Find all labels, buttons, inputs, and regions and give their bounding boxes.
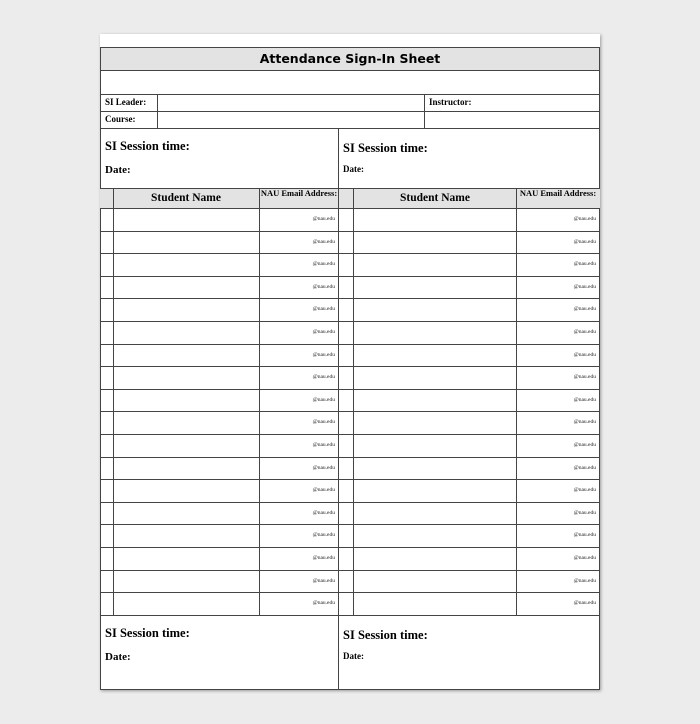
right-email-cell[interactable]: @nau.edu bbox=[573, 487, 596, 494]
divider bbox=[100, 615, 600, 616]
left-student-name-cell[interactable] bbox=[114, 298, 259, 321]
instructor-field[interactable] bbox=[490, 95, 599, 111]
right-student-name-cell[interactable] bbox=[354, 524, 516, 547]
left-email-cell[interactable]: @nau.edu bbox=[312, 306, 335, 313]
right-email-cell[interactable]: @nau.edu bbox=[573, 577, 596, 584]
right-student-name-cell[interactable] bbox=[354, 592, 516, 615]
left-email-cell[interactable]: @nau.edu bbox=[312, 487, 335, 494]
right-student-name-cell[interactable] bbox=[354, 366, 516, 389]
left-email-cell[interactable]: @nau.edu bbox=[312, 464, 335, 471]
right-email-cell[interactable]: @nau.edu bbox=[573, 396, 596, 403]
bottom-left-session-label: SI Session time: bbox=[105, 626, 190, 640]
left-student-name-cell[interactable] bbox=[114, 366, 259, 389]
frame-left bbox=[100, 47, 101, 690]
left-email-cell[interactable]: @nau.edu bbox=[312, 216, 335, 222]
left-email-cell[interactable]: @nau.edu bbox=[312, 238, 335, 245]
left-email-cell[interactable]: @nau.edu bbox=[312, 555, 335, 561]
right-email-header: NAU Email Address: bbox=[519, 188, 597, 198]
right-email-cell[interactable]: @nau.edu bbox=[573, 555, 596, 561]
right-student-name-cell[interactable] bbox=[354, 411, 516, 434]
right-student-name-cell[interactable] bbox=[354, 344, 516, 367]
divider bbox=[338, 188, 339, 616]
right-email-cell[interactable]: @nau.edu bbox=[573, 216, 596, 222]
left-student-name-cell[interactable] bbox=[114, 208, 259, 231]
bottom-right-date-label: Date: bbox=[343, 651, 364, 661]
si-leader-field[interactable] bbox=[158, 95, 424, 111]
course-label: Course: bbox=[105, 114, 136, 124]
left-email-cell[interactable]: @nau.edu bbox=[312, 396, 335, 403]
left-student-name-cell[interactable] bbox=[114, 547, 259, 570]
right-student-name-cell[interactable] bbox=[354, 253, 516, 276]
left-email-cell[interactable]: @nau.edu bbox=[312, 442, 335, 448]
divider bbox=[100, 128, 600, 129]
left-email-cell[interactable]: @nau.edu bbox=[312, 261, 335, 268]
frame-right bbox=[599, 47, 600, 690]
left-student-name-cell[interactable] bbox=[114, 434, 259, 457]
right-email-cell[interactable]: @nau.edu bbox=[573, 351, 596, 358]
top-left-date-label: Date: bbox=[105, 164, 131, 176]
top-right-date-label: Date: bbox=[343, 164, 364, 174]
right-student-name-cell[interactable] bbox=[354, 321, 516, 344]
left-student-name-cell[interactable] bbox=[114, 457, 259, 480]
right-student-name-cell[interactable] bbox=[354, 208, 516, 231]
right-student-name-cell[interactable] bbox=[354, 231, 516, 254]
right-email-cell[interactable]: @nau.edu bbox=[573, 261, 596, 268]
right-student-name-cell[interactable] bbox=[354, 547, 516, 570]
right-email-cell[interactable]: @nau.edu bbox=[573, 532, 596, 539]
right-student-name-cell[interactable] bbox=[354, 298, 516, 321]
left-email-cell[interactable]: @nau.edu bbox=[312, 351, 335, 358]
left-student-name-cell[interactable] bbox=[114, 321, 259, 344]
left-student-name-cell[interactable] bbox=[114, 276, 259, 299]
left-student-name-cell[interactable] bbox=[114, 570, 259, 593]
right-email-cell[interactable]: @nau.edu bbox=[573, 374, 596, 381]
left-student-name-cell[interactable] bbox=[114, 502, 259, 525]
left-email-cell[interactable]: @nau.edu bbox=[312, 509, 335, 516]
right-email-cell[interactable]: @nau.edu bbox=[573, 419, 596, 426]
left-student-name-cell[interactable] bbox=[114, 231, 259, 254]
right-email-cell[interactable]: @nau.edu bbox=[573, 442, 596, 448]
left-email-cell[interactable]: @nau.edu bbox=[312, 600, 335, 607]
divider bbox=[338, 128, 339, 188]
left-email-cell[interactable]: @nau.edu bbox=[312, 283, 335, 290]
right-email-cell[interactable]: @nau.edu bbox=[573, 329, 596, 335]
left-email-cell[interactable]: @nau.edu bbox=[312, 419, 335, 426]
right-email-cell[interactable]: @nau.edu bbox=[573, 464, 596, 471]
bottom-right-session-label: SI Session time: bbox=[343, 628, 428, 642]
right-email-cell[interactable]: @nau.edu bbox=[573, 238, 596, 245]
left-student-name-cell[interactable] bbox=[114, 592, 259, 615]
divider bbox=[338, 615, 339, 690]
right-email-cell[interactable]: @nau.edu bbox=[573, 509, 596, 516]
si-leader-label: SI Leader: bbox=[105, 97, 147, 107]
sheet-title: Attendance Sign-In Sheet bbox=[259, 51, 441, 66]
right-student-name-cell[interactable] bbox=[354, 502, 516, 525]
course-field[interactable] bbox=[158, 112, 599, 128]
left-student-name-cell[interactable] bbox=[114, 344, 259, 367]
bottom-left-date-label: Date: bbox=[105, 651, 131, 663]
right-student-name-cell[interactable] bbox=[354, 434, 516, 457]
left-student-name-cell[interactable] bbox=[114, 389, 259, 412]
left-student-name-cell[interactable] bbox=[114, 479, 259, 502]
right-student-name-cell[interactable] bbox=[354, 276, 516, 299]
left-email-cell[interactable]: @nau.edu bbox=[312, 374, 335, 381]
top-right-session-label: SI Session time: bbox=[343, 141, 428, 155]
right-student-name-cell[interactable] bbox=[354, 457, 516, 480]
right-student-name-cell[interactable] bbox=[354, 389, 516, 412]
left-student-name-cell[interactable] bbox=[114, 411, 259, 434]
left-email-header: NAU Email Address: bbox=[260, 188, 338, 198]
right-student-name-header: Student Name bbox=[400, 192, 470, 204]
right-student-name-cell[interactable] bbox=[354, 570, 516, 593]
right-email-cell[interactable]: @nau.edu bbox=[573, 600, 596, 607]
top-left-session-label: SI Session time: bbox=[105, 139, 190, 153]
left-student-name-cell[interactable] bbox=[114, 524, 259, 547]
left-email-cell[interactable]: @nau.edu bbox=[312, 532, 335, 539]
right-email-cell[interactable]: @nau.edu bbox=[573, 283, 596, 290]
frame-bottom bbox=[100, 689, 600, 690]
right-email-cell[interactable]: @nau.edu bbox=[573, 306, 596, 313]
instructor-label: Instructor: bbox=[429, 97, 472, 107]
right-student-name-cell[interactable] bbox=[354, 479, 516, 502]
left-student-name-cell[interactable] bbox=[114, 253, 259, 276]
left-student-name-header: Student Name bbox=[151, 192, 221, 204]
left-email-cell[interactable]: @nau.edu bbox=[312, 577, 335, 584]
attendance-sheet bbox=[100, 34, 600, 690]
left-email-cell[interactable]: @nau.edu bbox=[312, 329, 335, 335]
